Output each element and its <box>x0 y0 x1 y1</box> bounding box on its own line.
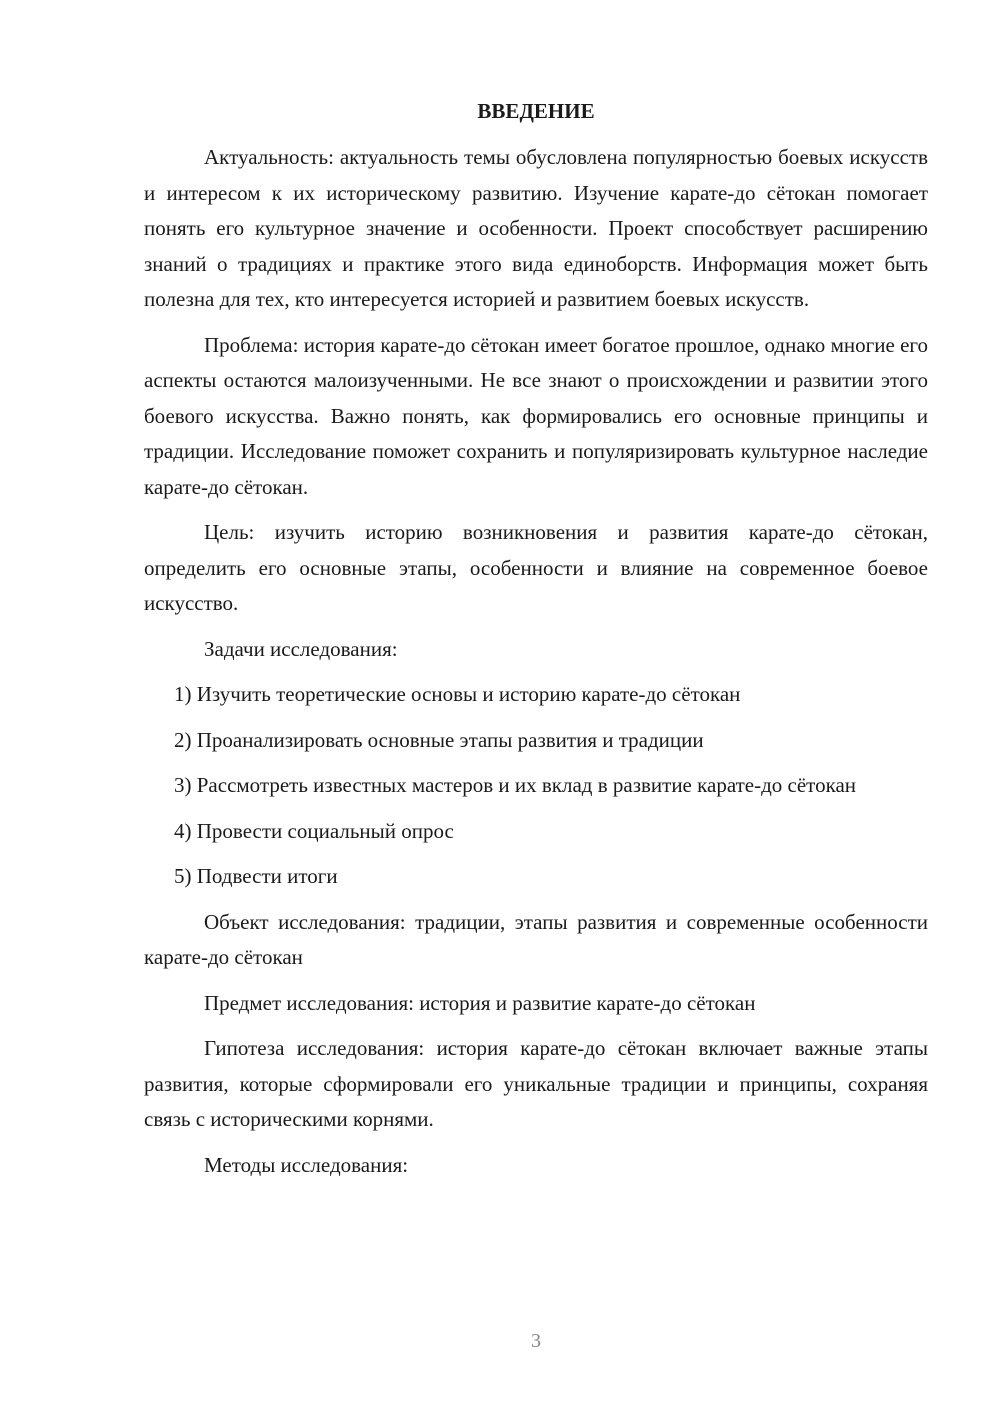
page-number: 3 <box>531 1330 541 1352</box>
task-item-4: 4) Провести социальный опрос <box>174 818 454 843</box>
goal-paragraph: Цель: изучить историю возникновения и развития карате-до сётокан, определить его основные этапы, особенности и влияние на современное боевое искусство. <box>144 520 928 615</box>
task-item-2: 2) Проанализировать основные этапы развития и традиции <box>174 727 704 752</box>
task-item-1: 1) Изучить теоретические основы и историю карате-до сётокан <box>174 682 741 706</box>
problem-paragraph: Проблема: история карате-до сётокан имеет богатое прошлое, однако многие его аспекты остаются малоизученными. Не все знают о происхождении и развитии этого боевого искусства. Важно понять, как формировались его основные принципы и традиции. Исследование поможет сохранить и популяризировать культурное наследие карате-до сётокан. <box>144 332 928 499</box>
tasks-heading: Задачи исследования: <box>204 636 398 661</box>
task-item-3: 3) Рассмотреть известных мастеров и их вклад в развитие карате-до сётокан <box>174 773 857 797</box>
methods-heading: Методы исследования: <box>204 1152 409 1177</box>
page-title: ВВЕДЕНИЕ <box>477 99 595 123</box>
object-paragraph: Объект исследования: традиции, этапы развития и современные особенности карате-до сётокан <box>144 909 928 969</box>
task-item-5: 5) Подвести итоги <box>174 864 338 888</box>
hypothesis-paragraph: Гипотеза исследования: история карате-до сётокан включает важные этапы развития, которые сформировали его уникальные традиции и принципы, сохраняя связь с историческими корнями. <box>144 1036 928 1131</box>
subject-paragraph: Предмет исследования: история и развитие карате-до сётокан <box>204 990 756 1015</box>
relevance-paragraph: Актуальность: актуальность темы обусловлена популярностью боевых искусств и интересом к их историческому развитию. Изучение карате-до сётокан помогает понять его культурное значение и особенности. Проект способствует расширению знаний о традициях и практике этого вида единоборств. Информация может быть полезна для тех, кто интересуется историей и развитием боевых искусств. <box>144 145 928 311</box>
document-page <box>144 96 928 1193</box>
